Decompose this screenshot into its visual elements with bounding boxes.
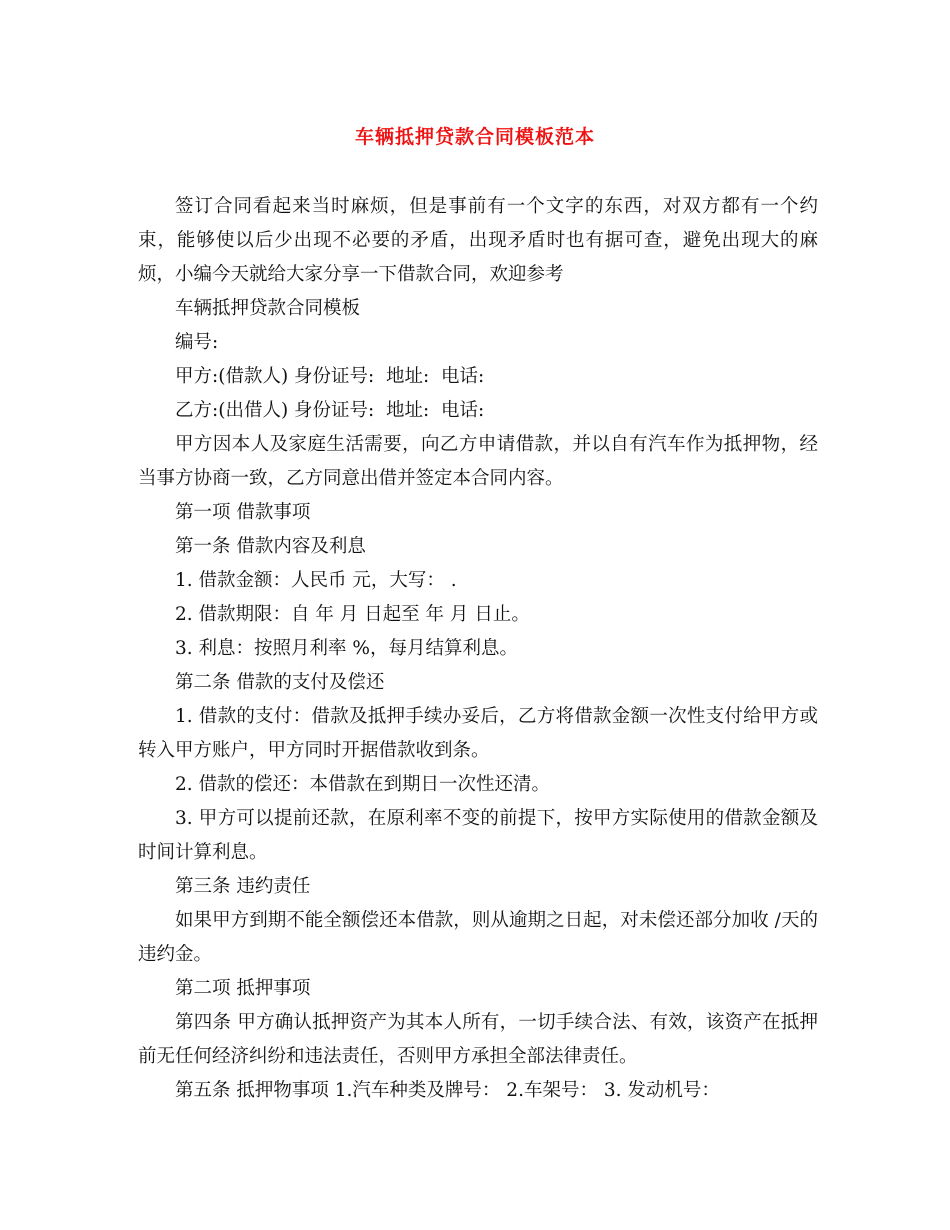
paragraph: 3. 利息：按照月利率 %，每月结算利息。 (175, 638, 518, 659)
paragraph: 第四条 甲方确认抵押资产为其本人所有，一切手续合法、有效，该资产在抵押前无任何经济纠纷和违法责任，否则甲方承担全部法律责任。 (138, 1012, 818, 1067)
paragraph: 车辆抵押贷款合同模板 (175, 298, 361, 319)
paragraph: 第一项 借款事项 (175, 502, 311, 523)
document-title: 车辆抵押贷款合同模板范本 (354, 126, 595, 148)
paragraph: 第二条 借款的支付及偿还 (175, 672, 385, 693)
paragraph: 1. 借款的支付：借款及抵押手续办妥后，乙方将借款金额一次性支付给甲方或转入甲方账户，甲方同时开据借款收到条。 (138, 706, 818, 761)
document-body (138, 190, 818, 1108)
paragraph: 第二项 抵押事项 (175, 978, 311, 999)
paragraph: 1. 借款金额：人民币 元，大写： . (175, 570, 457, 591)
paragraph: 第一条 借款内容及利息 (175, 536, 366, 557)
paragraph: 甲方因本人及家庭生活需要，向乙方申请借款，并以自有汽车作为抵押物，经当事方协商一致，乙方同意出借并签定本合同内容。 (138, 434, 818, 489)
paragraph: 签订合同看起来当时麻烦，但是事前有一个文字的东西，对双方都有一个约束，能够使以后少出现不必要的矛盾，出现矛盾时也有据可查，避免出现大的麻烦，小编今天就给大家分享一下借款合同，欢迎参考 (138, 196, 818, 285)
paragraph: 如果甲方到期不能全额偿还本借款，则从逾期之日起，对未偿还部分加收 /天的违约金。 (138, 910, 818, 965)
paragraph: 第五条 抵押物事项 1.汽车种类及牌号： 2.车架号： 3. 发动机号： (175, 1080, 720, 1101)
paragraph: 2. 借款期限：自 年 月 日起至 年 月 日止。 (175, 604, 530, 625)
paragraph: 3. 甲方可以提前还款，在原利率不变的前提下，按甲方实际使用的借款金额及时间计算利息。 (138, 808, 818, 863)
paragraph: 2. 借款的偿还：本借款在到期日一次性还清。 (175, 774, 551, 795)
paragraph: 甲方:(借款人) 身份证号: 地址: 电话: (175, 366, 485, 387)
paragraph: 乙方:(出借人) 身份证号: 地址: 电话: (175, 400, 485, 421)
paragraph: 编号: (175, 332, 219, 353)
paragraph: 第三条 违约责任 (175, 876, 311, 897)
